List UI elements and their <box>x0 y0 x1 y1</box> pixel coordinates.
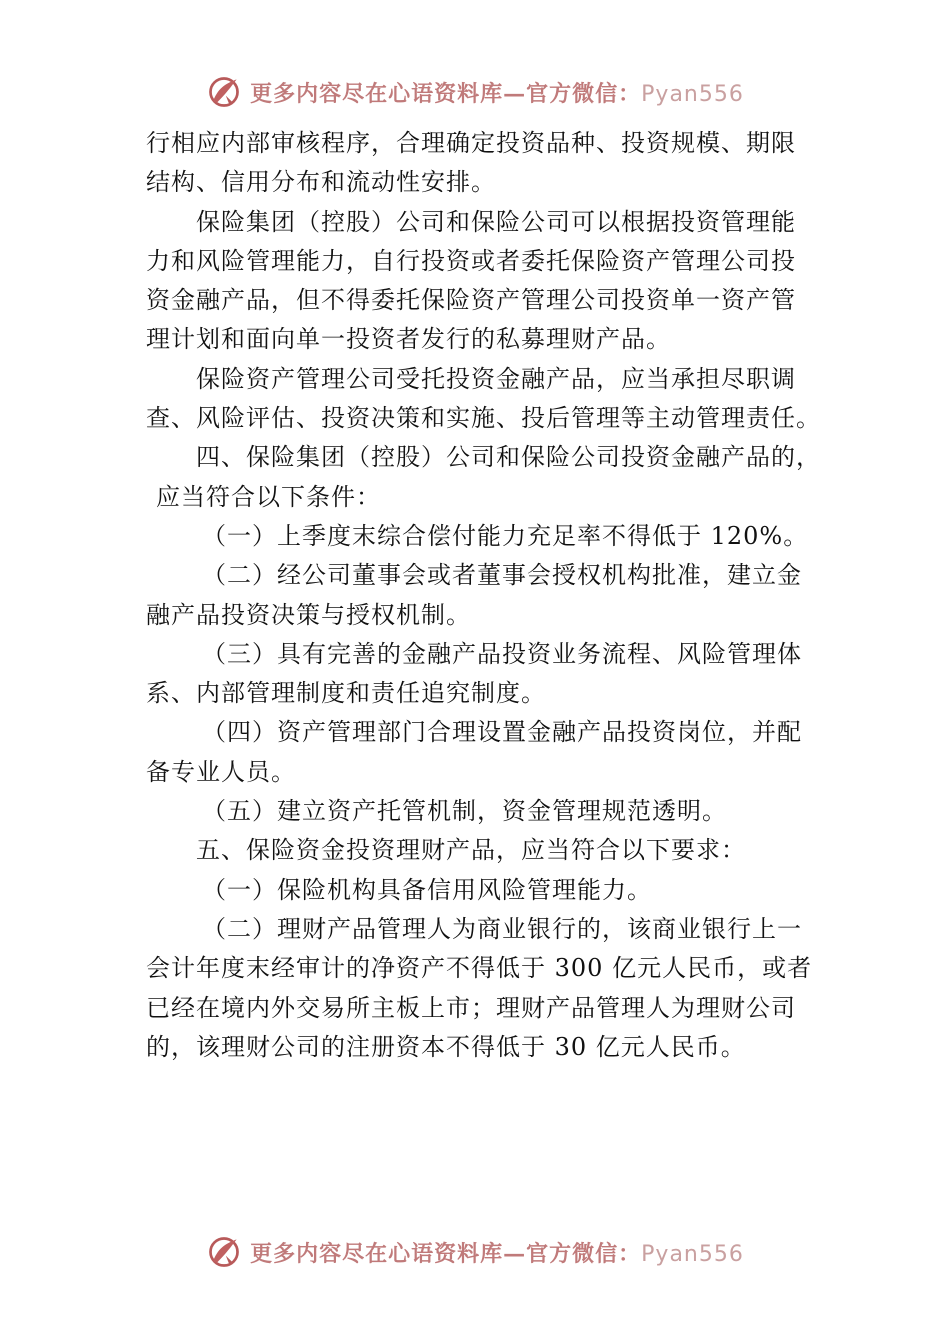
text-line: （四）资产管理部门合理设置金融产品投资岗位，并配 <box>202 718 802 747</box>
text-line: 保险集团（控股）公司和保险公司可以根据投资管理能 <box>196 207 796 236</box>
text-line: 行相应内部审核程序，合理确定投资品种、投资规模、期限 <box>146 129 796 157</box>
text-line: 已经在境内外交易所主板上市；理财产品管理人为理财公司 <box>146 993 796 1022</box>
library-logo-icon <box>206 1234 242 1270</box>
watermark-brand-text: Pyan556 <box>641 1241 744 1267</box>
text-line: 五、保险资金投资理财产品，应当符合以下要求： <box>196 836 746 865</box>
text-line: 的，该理财公司的注册资本不得低于 30 亿元人民币。 <box>146 1032 746 1061</box>
footer-watermark <box>0 1232 950 1272</box>
text-line: 结构、信用分布和流动性安排。 <box>146 168 496 197</box>
text-line: 四、保险集团（控股）公司和保险公司投资金融产品的， <box>196 443 821 472</box>
watermark-main-text: 更多内容尽在心语资料库—官方微信： <box>250 1240 642 1267</box>
text-line: 系、内部管理制度和责任追究制度。 <box>146 679 546 708</box>
header-watermark <box>0 72 950 112</box>
text-line: 查、风险评估、投资决策和实施、投后管理等主动管理责任。 <box>146 404 821 433</box>
text-line: 力和风险管理能力，自行投资或者委托保险资产管理公司投 <box>146 246 796 275</box>
text-line: 应当符合以下条件： <box>156 482 381 511</box>
text-line: （一）保险机构具备信用风险管理能力。 <box>202 875 652 904</box>
text-line: 融产品投资决策与授权机制。 <box>146 600 471 629</box>
text-line: （一）上季度末综合偿付能力充足率不得低于 120%。 <box>202 521 809 550</box>
library-logo-icon <box>206 74 242 110</box>
text-line: 备专业人员。 <box>146 757 296 786</box>
watermark-text <box>250 1237 744 1268</box>
text-line: 会计年度末经审计的净资产不得低于 300 亿元人民币，或者 <box>146 954 813 983</box>
text-line: （五）建立资产托管机制，资金管理规范透明。 <box>202 797 727 826</box>
text-line: 理计划和面向单一投资者发行的私募理财产品。 <box>146 325 671 354</box>
watermark-main-text: 更多内容尽在心语资料库—官方微信： <box>250 80 642 107</box>
watermark-text <box>250 77 744 108</box>
text-line: 保险资产管理公司受托投资金融产品，应当承担尽职调 <box>196 364 796 393</box>
text-line: （二）经公司董事会或者董事会授权机构批准，建立金 <box>202 561 802 590</box>
document-body <box>146 124 821 1067</box>
text-line: 资金融产品，但不得委托保险资产管理公司投资单一资产管 <box>146 286 796 315</box>
watermark-brand-text: Pyan556 <box>641 81 744 107</box>
text-line: （三）具有完善的金融产品投资业务流程、风险管理体 <box>202 639 802 668</box>
text-line: （二）理财产品管理人为商业银行的，该商业银行上一 <box>202 914 802 943</box>
